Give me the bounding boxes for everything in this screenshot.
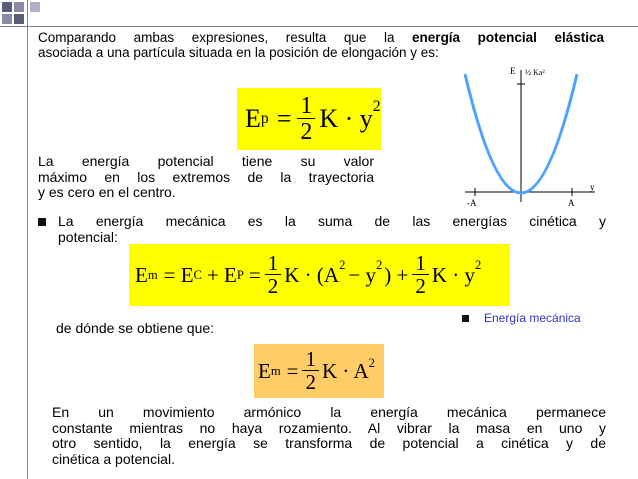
formula-potential-energy: E p = $\frac{1}{2}$ K · y $^2$ [237, 88, 381, 150]
mechanical-energy-bullet: La energía mecánica es la suma de las energías cinética y potencial: [58, 213, 606, 245]
fraction-half-1: $\frac{1}{2}$ [265, 253, 282, 297]
graph-y-label: y [590, 182, 595, 192]
graph-e-label: E [510, 66, 516, 76]
formula-final: E m = $\frac{1}{2}$ K · A $^2$ [254, 344, 384, 398]
fraction-half: $\frac{1}{2}$ [297, 94, 315, 144]
graph-plus-a: A [568, 198, 575, 208]
potential-paragraph: La energía potencial tiene su valor máximo en los extremos de la trayectoria y es cero en el centro. [38, 153, 374, 200]
intro-text: Comparando ambas expresiones, resulta que la energía potencial elástica asociada a una partícula situada en la posición de elongación y es: [38, 30, 604, 60]
graph-minus-a: -A [467, 198, 477, 208]
energy-parabola-graph [455, 62, 605, 212]
mechanical-energy-link[interactable]: Energía mecánica [484, 311, 581, 325]
intro-bold: energía potencial elástica [412, 30, 604, 45]
graph-peak-label: ½ Ka² [525, 68, 545, 77]
fraction-half-final: $\frac{1}{2}$ [302, 349, 319, 393]
link-bullet-icon [462, 315, 469, 322]
conclusion-paragraph: En un movimiento armónico la energía mecánica permanece constante mientras no haya rozamiento. Al vibrar la masa en uno y otro sentido, la energía se transforma de potencial a cinética y de cinética a potencial. [52, 404, 606, 467]
bullet-icon [38, 218, 46, 226]
from-text: de dónde se obtiene que: [56, 320, 215, 336]
formula-mechanical-energy: E m = E C + E P = $\frac{1}{2}$ K · (A $^2$ − y $^2$ ) + $\frac{1}{2}$ K · y $^2$ [129, 244, 510, 306]
fraction-half-2: $\frac{1}{2}$ [412, 253, 429, 297]
